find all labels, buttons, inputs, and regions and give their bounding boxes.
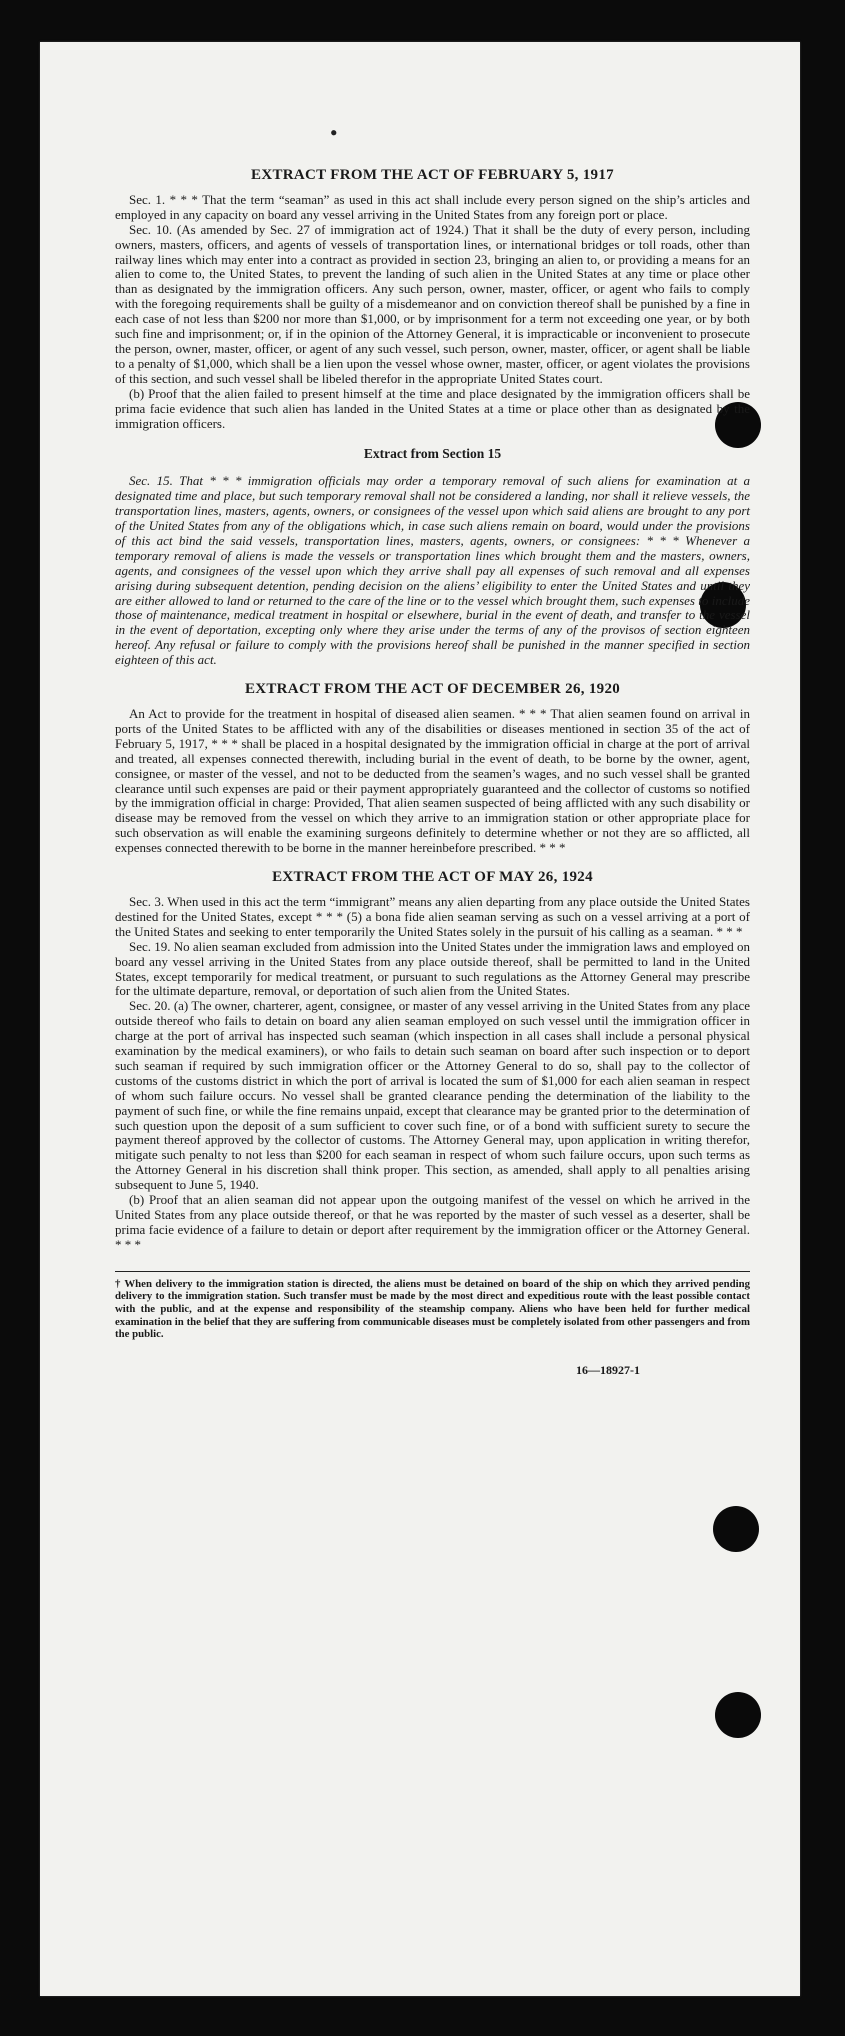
paragraph-1924-sec19: Sec. 19. No alien seaman excluded from admission into the United States under the immigration laws and employed on board any vessel arriving in the United States from any place outside thereof, shall be permitted to land in the United States, except temporarily for medical treatment, or pursuant to such regulations as the Attorney General may prescribe for the ultimate departure, removal, or deportation of such alien from the United States. [115, 938, 750, 999]
heading-act-1924: EXTRACT FROM THE ACT OF MAY 26, 1924 [272, 869, 593, 886]
heading-section-15: Extract from Section 15 [363, 446, 502, 462]
document-page [40, 42, 800, 1996]
paragraph-sec15: Sec. 15. That * * * immigration officials may order a temporary removal of such aliens for examination at a designated time and place, but such temporary removal shall not be considered a landing, nor shall it relieve vessels, the transportation lines, masters, agents, owners, or consignees of the vessel upon which said aliens are brought to any port of the United States from any of the obligations which, in case such aliens remain on board, would under the provisions of this act bind the said vessels, transportation lines, masters, agents, owners, or consignees: * * * Whenever a temporary removal of aliens is made the vessels or transportation lines which brought them and the masters, owners, agents, and consignees of the vessel upon which they arrive shall pay all expenses of such removal and all expenses arising during subsequent detention, pending decision on the aliens’ eligibility to enter the United States and until they are either allowed to land or returned to the care of the line or to the vessel which brought them, such expenses to include those of maintenance, medical treatment in hospital or elsewhere, burial in the event of death, and transfer to the vessel in the event of deportation, excepting only where they arise under the terms of any of the provisos of section eighteen hereof. Any refusal or failure to comply with the provisions hereof shall be punished in the manner specified in section eighteen of this act. [115, 473, 750, 668]
paragraph-1917-sec10: Sec. 10. (As amended by Sec. 27 of immigration act of 1924.) That it shall be the duty of every person, including owners, masters, officers, and agents of vessels of transportation lines, or international bridges or toll roads, other than railway lines which may enter into a contract as provided in section 23, bringing an alien to, or providing a means for an alien to come to, the United States, to prevent the landing of such alien in the United States at any time or place other than as designated by the immigration officers. Any such person, owner, master, officer, or agent who fails to comply with the foregoing requirements shall be guilty of a misdemeanor and on conviction thereof shall be punished by a fine in each case of not less than $200 nor more than $1,000, or by imprisonment for a term not exceeding one year, or by both such fine and imprisonment; or, if in the opinion of the Attorney General, it is impracticable or inconvenient to prosecute the person, owner, master, officer, or agent of any such vessel, such person, owner, master, officer, or agent shall be liable to a penalty of $1,000, which shall be a lien upon the vessel whose owner, master, officer, or agent violates the provisions of this section, and such vessel shall be libeled therefor in the appropriate United States court. [115, 221, 750, 386]
paragraph-1924-b: (b) Proof that an alien seaman did not appear upon the outgoing manifest of the vessel on which he arrived in the United States from any place outside thereof, or that he was reported by the master of such vessel as a deserter, shall be prima facie evidence of a failure to detain or deport after requirement by the immigration officer or the Attorney General. * * * [115, 1192, 750, 1252]
document-body [115, 154, 750, 1378]
paragraph-1917-b: (b) Proof that the alien failed to present himself at the time and place designated by the immigration officers shall be prima facie evidence that such alien has landed in the United States at a time or place other than as designated by the immigration officers. [115, 385, 750, 431]
heading-act-1917: EXTRACT FROM THE ACT OF FEBRUARY 5, 1917 [251, 167, 614, 183]
punch-hole [713, 1506, 759, 1552]
form-code: 16—18927-1 [576, 1362, 640, 1377]
punch-hole [715, 1692, 761, 1738]
paragraph-1917-sec1: Sec. 1. * * * That the term “seaman” as used in this act shall include every person signed on the ship’s articles and employed in any capacity on board any vessel arriving in the United States from any foreign port or place. [115, 191, 750, 222]
pen-mark: • [325, 119, 342, 146]
paragraph-1920: An Act to provide for the treatment in hospital of diseased alien seamen. * * * That alien seamen found on arrival in ports of the United States to be afflicted with any of the disabilities or diseases mentioned in section 35 of the act of February 5, 1917, * * * shall be placed in a hospital designated by the immigration official in charge at the port of arrival and treated, all expenses connected therewith, including burial in the event of death, to be borne by the owner, agent, consignee, or master of the vessel, and not to be deducted from the seamen’s wages, and no such vessel shall be granted clearance until such expenses are paid or their payment appropriately guaranteed and the collector of customs so notified by the immigration official in charge: Provided, That alien seamen suspected of being afflicted with any such disability or disease may be removed from the vessel on which they arrive to an immigration station or other appropriate place for such observation as will enable the examining surgeons definitely to determine whether or not they are so afflicted, all expenses connected therewith to be borne in the manner hereinbefore prescribed. * * * [115, 706, 750, 856]
paragraph-1924-sec20: Sec. 20. (a) The owner, charterer, agent, consignee, or master of any vessel arriving in the United States from any place outside thereof who fails to detain on board any alien seaman employed on such vessel until the immigration officer in charge at the port of arrival has inspected such seaman (which inspection in all cases shall include a personal physical examination by the medical examiners), or who fails to detain such seaman on board after such inspection or to deport such seaman if required by such immigration officer or the Attorney General to do so, shall pay to the collector of customs of the customs district in which the port of arrival is located the sum of $1,000 for each alien seaman in respect of whom such failure occurs. No vessel shall be granted clearance pending the determination of the liability to the payment of such fine, or while the fine remains unpaid, except that clearance may be granted prior to the determination of such question upon the deposit of a sum sufficient to cover such fine, or of a bond with sufficient surety to secure the payment thereof approved by the collector of customs. The Attorney General may, upon application in writing therefor, mitigate such penalty to not less than $200 for each seaman in respect of whom such failure occurs, upon such terms as the Attorney General in his discretion shall think proper. This section, as amended, shall apply to all penalties arising subsequent to June 5, 1940. [115, 998, 750, 1193]
heading-act-1920: EXTRACT FROM THE ACT OF DECEMBER 26, 1920 [244, 681, 621, 698]
paragraph-1924-sec3: Sec. 3. When used in this act the term “immigrant” means any alien departing from any place outside the United States destined for the United States, except * * * (5) a bona fide alien seaman serving as such on a vessel arriving at a port of the United States and seeking to enter temporarily the United States solely in the pursuit of his calling as a seaman. * * * [115, 893, 750, 939]
footnote: † When delivery to the immigration station is directed, the aliens must be detained on board of the ship on which they arrived pending delivery to the immigration station. Such transfer must be made by the most direct and expeditious route with the least possible contact with the public, and at the expense and responsibility of the steamship company. Aliens who have been held for further medical examination in the belief that they are suffering from communicable diseases must be completely isolated from other passengers and from the public. [115, 1271, 750, 1341]
